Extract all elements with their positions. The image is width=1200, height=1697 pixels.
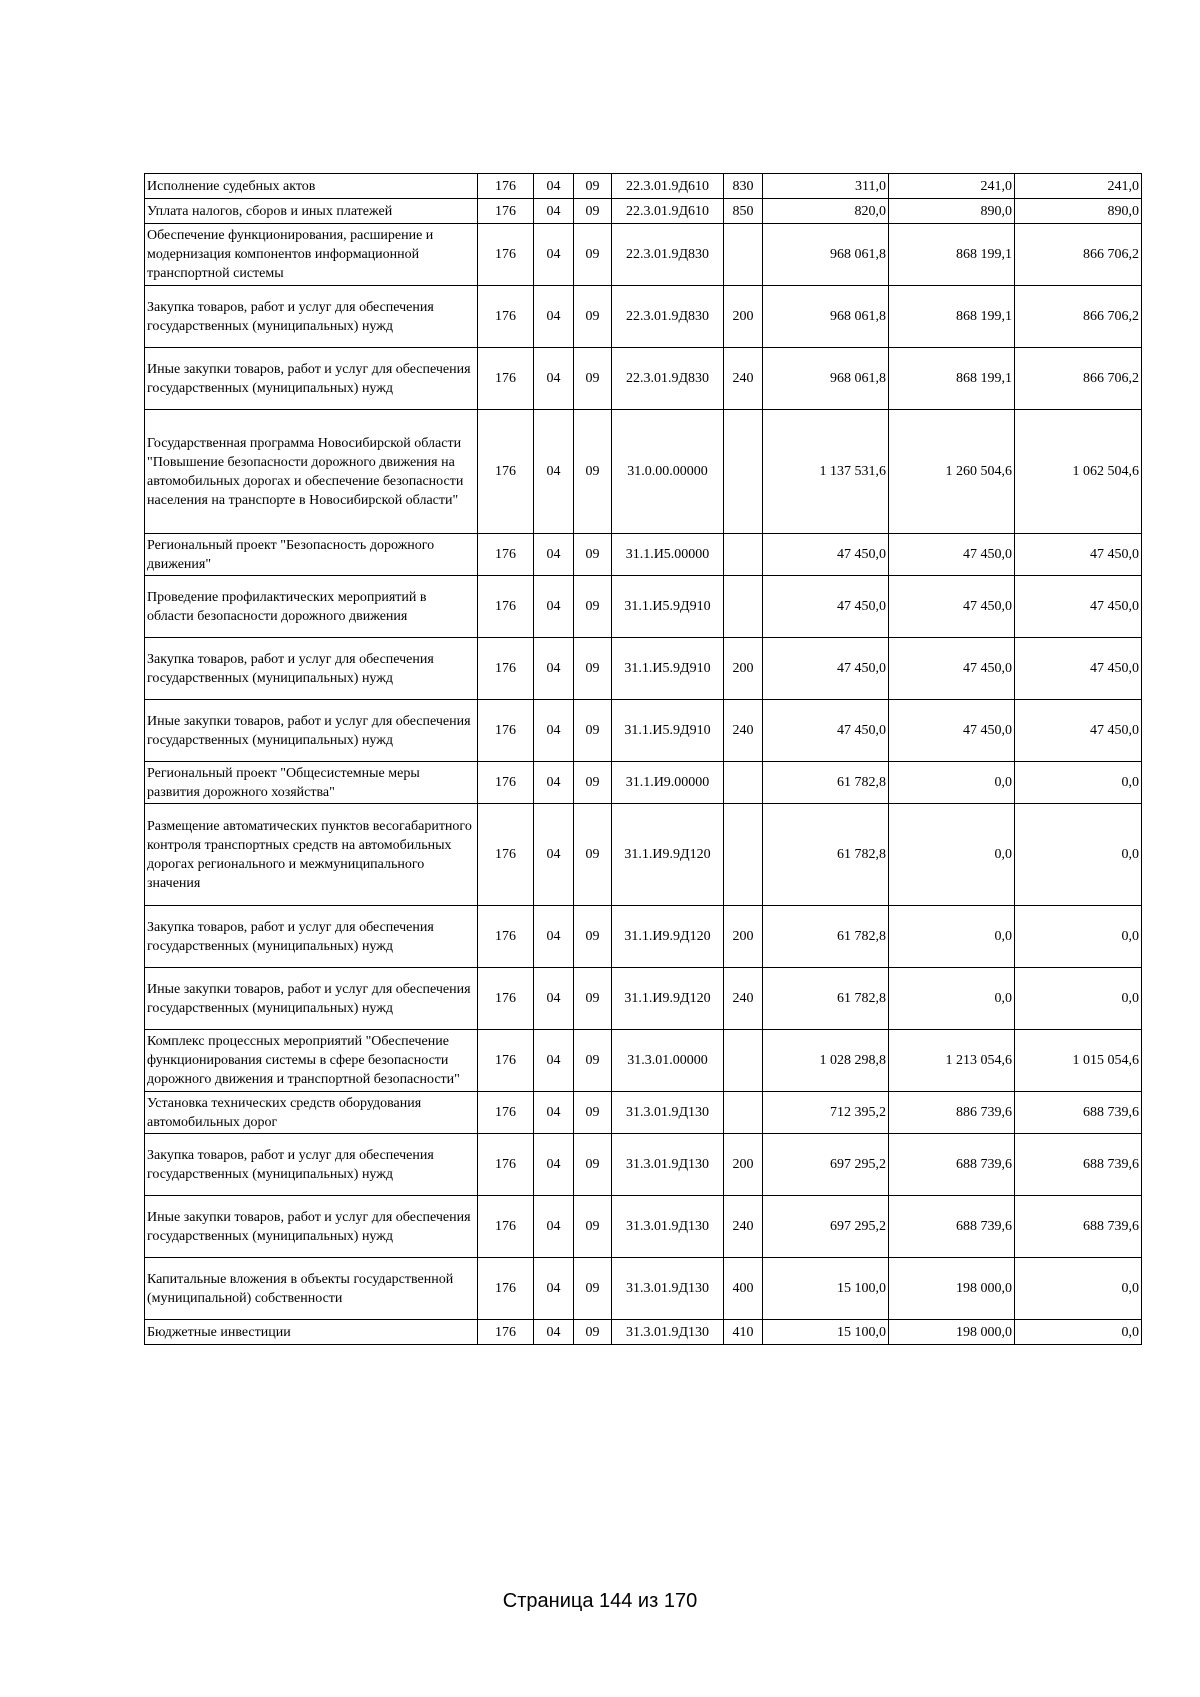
row-rz-code: 04 (534, 1320, 574, 1345)
row-name: Иные закупки товаров, работ и услуг для обеспечения государственных (муниципальных) нужд (145, 348, 478, 410)
row-vr-code: 200 (724, 906, 763, 968)
row-amount-2: 47 450,0 (889, 700, 1015, 762)
row-rz-code: 04 (534, 1134, 574, 1196)
row-amount-1: 61 782,8 (763, 762, 889, 804)
row-rz-code: 04 (534, 804, 574, 906)
row-amount-2: 890,0 (889, 199, 1015, 224)
row-rz-code: 04 (534, 906, 574, 968)
table-body (145, 174, 1142, 1345)
row-pr-code: 09 (574, 174, 612, 199)
row-rz-code: 04 (534, 762, 574, 804)
row-amount-2: 241,0 (889, 174, 1015, 199)
row-gr-code: 176 (478, 576, 534, 638)
row-gr-code: 176 (478, 762, 534, 804)
row-amount-1: 61 782,8 (763, 804, 889, 906)
row-vr-code: 410 (724, 1320, 763, 1345)
row-amount-3: 47 450,0 (1015, 576, 1142, 638)
row-vr-code: 200 (724, 1134, 763, 1196)
row-amount-3: 866 706,2 (1015, 224, 1142, 286)
row-pr-code: 09 (574, 1320, 612, 1345)
table-row (145, 1258, 1142, 1320)
row-pr-code: 09 (574, 534, 612, 576)
row-pr-code: 09 (574, 410, 612, 534)
row-pr-code: 09 (574, 906, 612, 968)
row-name: Региональный проект "Безопасность дорожного движения" (145, 534, 478, 576)
row-csr-code: 22.3.01.9Д830 (612, 348, 724, 410)
row-amount-2: 868 199,1 (889, 224, 1015, 286)
row-csr-code: 31.0.00.00000 (612, 410, 724, 534)
row-rz-code: 04 (534, 286, 574, 348)
row-amount-2: 47 450,0 (889, 534, 1015, 576)
table-row (145, 906, 1142, 968)
row-csr-code: 31.1.И5.00000 (612, 534, 724, 576)
row-name: Капитальные вложения в объекты государственной (муниципальной) собственности (145, 1258, 478, 1320)
row-name: Исполнение судебных актов (145, 174, 478, 199)
row-amount-3: 0,0 (1015, 1258, 1142, 1320)
row-name: Комплекс процессных мероприятий "Обеспечение функционирования системы в сфере безопасности дорожного движения и транспортной безопасности" (145, 1030, 478, 1092)
row-amount-1: 712 395,2 (763, 1092, 889, 1134)
row-amount-3: 47 450,0 (1015, 700, 1142, 762)
row-amount-3: 1 015 054,6 (1015, 1030, 1142, 1092)
row-amount-2: 868 199,1 (889, 286, 1015, 348)
row-pr-code: 09 (574, 1196, 612, 1258)
row-rz-code: 04 (534, 968, 574, 1030)
row-amount-1: 1 137 531,6 (763, 410, 889, 534)
row-amount-3: 47 450,0 (1015, 638, 1142, 700)
row-gr-code: 176 (478, 286, 534, 348)
row-gr-code: 176 (478, 174, 534, 199)
row-name: Установка технических средств оборудования автомобильных дорог (145, 1092, 478, 1134)
row-amount-3: 688 739,6 (1015, 1196, 1142, 1258)
table-row (145, 199, 1142, 224)
row-csr-code: 31.3.01.9Д130 (612, 1320, 724, 1345)
row-amount-1: 697 295,2 (763, 1134, 889, 1196)
row-rz-code: 04 (534, 700, 574, 762)
row-amount-3: 241,0 (1015, 174, 1142, 199)
row-amount-2: 0,0 (889, 968, 1015, 1030)
row-pr-code: 09 (574, 1030, 612, 1092)
row-vr-code (724, 762, 763, 804)
row-rz-code: 04 (534, 199, 574, 224)
row-pr-code: 09 (574, 348, 612, 410)
row-gr-code: 176 (478, 199, 534, 224)
row-rz-code: 04 (534, 1092, 574, 1134)
row-gr-code: 176 (478, 224, 534, 286)
row-vr-code (724, 804, 763, 906)
row-name: Иные закупки товаров, работ и услуг для обеспечения государственных (муниципальных) нужд (145, 1196, 478, 1258)
row-amount-2: 1 260 504,6 (889, 410, 1015, 534)
row-vr-code: 240 (724, 348, 763, 410)
row-amount-3: 0,0 (1015, 1320, 1142, 1345)
row-amount-3: 0,0 (1015, 762, 1142, 804)
row-amount-1: 697 295,2 (763, 1196, 889, 1258)
row-vr-code (724, 576, 763, 638)
row-csr-code: 31.3.01.9Д130 (612, 1258, 724, 1320)
row-pr-code: 09 (574, 762, 612, 804)
row-vr-code: 830 (724, 174, 763, 199)
table-row (145, 1196, 1142, 1258)
row-amount-3: 688 739,6 (1015, 1134, 1142, 1196)
page-number: Страница 144 из 170 (502, 1590, 698, 1612)
row-rz-code: 04 (534, 534, 574, 576)
row-amount-3: 890,0 (1015, 199, 1142, 224)
row-amount-2: 688 739,6 (889, 1196, 1015, 1258)
row-gr-code: 176 (478, 1030, 534, 1092)
row-amount-1: 47 450,0 (763, 638, 889, 700)
row-amount-1: 1 028 298,8 (763, 1030, 889, 1092)
row-amount-3: 0,0 (1015, 968, 1142, 1030)
row-csr-code: 31.1.И9.9Д120 (612, 804, 724, 906)
table-row (145, 410, 1142, 534)
row-amount-1: 968 061,8 (763, 348, 889, 410)
row-amount-1: 61 782,8 (763, 968, 889, 1030)
row-amount-3: 688 739,6 (1015, 1092, 1142, 1134)
row-csr-code: 31.1.И5.9Д910 (612, 576, 724, 638)
row-vr-code: 200 (724, 286, 763, 348)
row-amount-1: 47 450,0 (763, 700, 889, 762)
table-row (145, 968, 1142, 1030)
table-row (145, 1134, 1142, 1196)
row-pr-code: 09 (574, 1258, 612, 1320)
row-csr-code: 31.3.01.9Д130 (612, 1196, 724, 1258)
row-pr-code: 09 (574, 700, 612, 762)
row-vr-code (724, 1030, 763, 1092)
row-name: Проведение профилактических мероприятий в области безопасности дорожного движения (145, 576, 478, 638)
row-rz-code: 04 (534, 576, 574, 638)
row-gr-code: 176 (478, 804, 534, 906)
row-gr-code: 176 (478, 638, 534, 700)
row-amount-2: 868 199,1 (889, 348, 1015, 410)
table-row (145, 174, 1142, 199)
table-row (145, 348, 1142, 410)
table-row (145, 1092, 1142, 1134)
row-name: Иные закупки товаров, работ и услуг для обеспечения государственных (муниципальных) нужд (145, 700, 478, 762)
row-name: Обеспечение функционирования, расширение и модернизация компонентов информационной транспортной системы (145, 224, 478, 286)
row-csr-code: 22.3.01.9Д830 (612, 224, 724, 286)
row-amount-1: 968 061,8 (763, 286, 889, 348)
row-name: Закупка товаров, работ и услуг для обеспечения государственных (муниципальных) нужд (145, 286, 478, 348)
row-pr-code: 09 (574, 968, 612, 1030)
row-vr-code (724, 534, 763, 576)
row-vr-code: 200 (724, 638, 763, 700)
row-csr-code: 22.3.01.9Д610 (612, 199, 724, 224)
row-vr-code: 240 (724, 968, 763, 1030)
row-gr-code: 176 (478, 968, 534, 1030)
row-rz-code: 04 (534, 224, 574, 286)
row-amount-2: 198 000,0 (889, 1258, 1015, 1320)
row-name: Уплата налогов, сборов и иных платежей (145, 199, 478, 224)
row-csr-code: 22.3.01.9Д610 (612, 174, 724, 199)
row-csr-code: 31.1.И9.9Д120 (612, 968, 724, 1030)
row-pr-code: 09 (574, 638, 612, 700)
row-csr-code: 22.3.01.9Д830 (612, 286, 724, 348)
row-gr-code: 176 (478, 700, 534, 762)
row-amount-1: 968 061,8 (763, 224, 889, 286)
row-csr-code: 31.3.01.9Д130 (612, 1134, 724, 1196)
row-gr-code: 176 (478, 1196, 534, 1258)
row-vr-code (724, 224, 763, 286)
row-rz-code: 04 (534, 1030, 574, 1092)
row-pr-code: 09 (574, 199, 612, 224)
row-name: Государственная программа Новосибирской области "Повышение безопасности дорожного движения на автомобильных дорогах и обеспечение безопасности населения на транспорте в Новосибирской области" (145, 410, 478, 534)
row-vr-code (724, 1092, 763, 1134)
budget-table (144, 173, 1142, 1345)
row-amount-1: 47 450,0 (763, 534, 889, 576)
table-row (145, 762, 1142, 804)
row-csr-code: 31.1.И5.9Д910 (612, 700, 724, 762)
table-row (145, 700, 1142, 762)
row-name: Бюджетные инвестиции (145, 1320, 478, 1345)
row-amount-1: 15 100,0 (763, 1258, 889, 1320)
row-name: Иные закупки товаров, работ и услуг для обеспечения государственных (муниципальных) нужд (145, 968, 478, 1030)
table-row (145, 638, 1142, 700)
row-csr-code: 31.3.01.9Д130 (612, 1092, 724, 1134)
row-vr-code: 240 (724, 1196, 763, 1258)
row-amount-1: 47 450,0 (763, 576, 889, 638)
row-name: Закупка товаров, работ и услуг для обеспечения государственных (муниципальных) нужд (145, 638, 478, 700)
row-gr-code: 176 (478, 906, 534, 968)
row-amount-3: 0,0 (1015, 804, 1142, 906)
row-amount-2: 47 450,0 (889, 576, 1015, 638)
row-amount-3: 866 706,2 (1015, 286, 1142, 348)
row-gr-code: 176 (478, 534, 534, 576)
table-row (145, 804, 1142, 906)
row-vr-code: 400 (724, 1258, 763, 1320)
row-amount-2: 0,0 (889, 804, 1015, 906)
row-rz-code: 04 (534, 410, 574, 534)
row-pr-code: 09 (574, 1092, 612, 1134)
row-pr-code: 09 (574, 576, 612, 638)
row-gr-code: 176 (478, 1092, 534, 1134)
table-row (145, 576, 1142, 638)
row-vr-code: 850 (724, 199, 763, 224)
table-row (145, 224, 1142, 286)
row-amount-3: 866 706,2 (1015, 348, 1142, 410)
row-amount-2: 47 450,0 (889, 638, 1015, 700)
row-gr-code: 176 (478, 1258, 534, 1320)
table-row (145, 286, 1142, 348)
row-rz-code: 04 (534, 638, 574, 700)
row-rz-code: 04 (534, 1196, 574, 1258)
row-csr-code: 31.3.01.00000 (612, 1030, 724, 1092)
table-row (145, 1030, 1142, 1092)
row-csr-code: 31.1.И9.00000 (612, 762, 724, 804)
row-rz-code: 04 (534, 174, 574, 199)
row-gr-code: 176 (478, 1134, 534, 1196)
row-amount-2: 0,0 (889, 906, 1015, 968)
row-name: Закупка товаров, работ и услуг для обеспечения государственных (муниципальных) нужд (145, 906, 478, 968)
row-gr-code: 176 (478, 348, 534, 410)
table-row (145, 534, 1142, 576)
row-rz-code: 04 (534, 1258, 574, 1320)
row-csr-code: 31.1.И5.9Д910 (612, 638, 724, 700)
row-pr-code: 09 (574, 804, 612, 906)
row-amount-2: 0,0 (889, 762, 1015, 804)
row-gr-code: 176 (478, 410, 534, 534)
row-name: Региональный проект "Общесистемные меры развития дорожного хозяйства" (145, 762, 478, 804)
row-amount-2: 886 739,6 (889, 1092, 1015, 1134)
row-vr-code: 240 (724, 700, 763, 762)
table-row (145, 1320, 1142, 1345)
row-amount-1: 61 782,8 (763, 906, 889, 968)
row-amount-2: 198 000,0 (889, 1320, 1015, 1345)
row-pr-code: 09 (574, 286, 612, 348)
row-amount-2: 688 739,6 (889, 1134, 1015, 1196)
row-amount-3: 47 450,0 (1015, 534, 1142, 576)
row-name: Закупка товаров, работ и услуг для обеспечения государственных (муниципальных) нужд (145, 1134, 478, 1196)
row-amount-1: 820,0 (763, 199, 889, 224)
row-vr-code (724, 410, 763, 534)
row-amount-1: 15 100,0 (763, 1320, 889, 1345)
row-amount-1: 311,0 (763, 174, 889, 199)
row-rz-code: 04 (534, 348, 574, 410)
row-amount-3: 0,0 (1015, 906, 1142, 968)
row-pr-code: 09 (574, 224, 612, 286)
row-name: Размещение автоматических пунктов весогабаритного контроля транспортных средств на автомобильных дорогах регионального и межмуниципального значения (145, 804, 478, 906)
row-amount-3: 1 062 504,6 (1015, 410, 1142, 534)
row-amount-2: 1 213 054,6 (889, 1030, 1015, 1092)
row-gr-code: 176 (478, 1320, 534, 1345)
row-pr-code: 09 (574, 1134, 612, 1196)
row-csr-code: 31.1.И9.9Д120 (612, 906, 724, 968)
